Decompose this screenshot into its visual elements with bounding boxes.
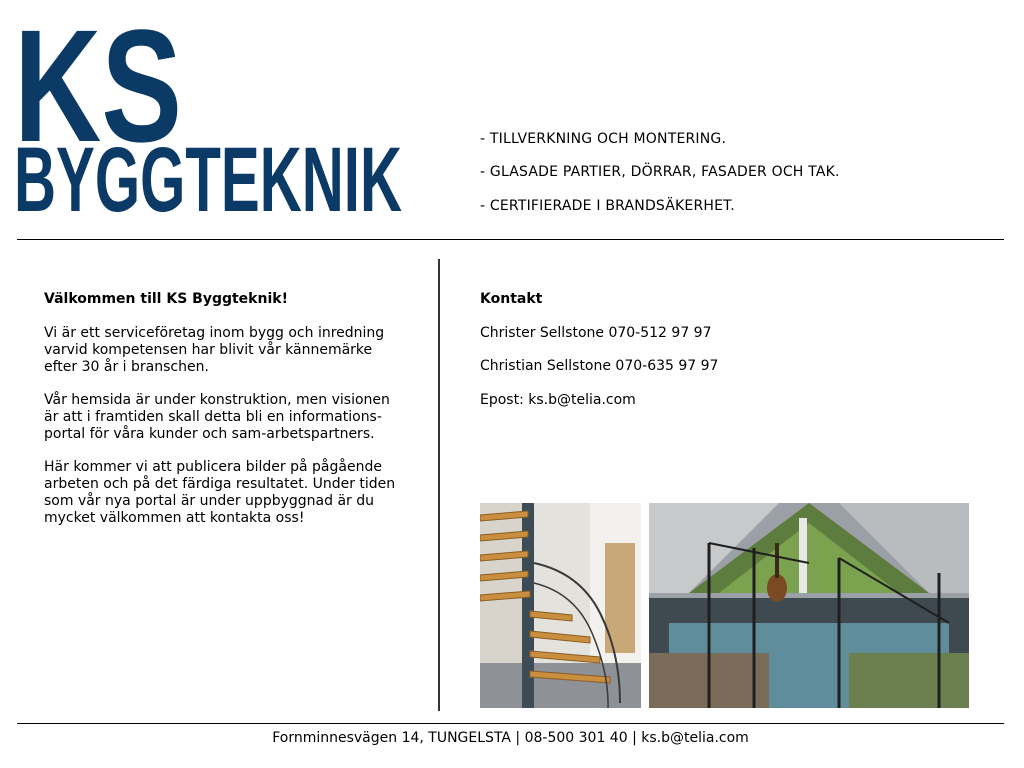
- glass-railing-loft-photo: [649, 503, 969, 708]
- contact-heading: Kontakt: [480, 291, 543, 307]
- welcome-paragraph: Här kommer vi att publicera bilder på pågående arbeten och på det färdiga resultatet. Under tiden som vår nya portal är under uppbyggnad är du mycket välkommen att kontakta oss!: [44, 459, 396, 526]
- svg-text:BYGGTEKNIK: BYGGTEKNIK: [14, 129, 402, 214]
- welcome-paragraph: Vi är ett serviceföretag inom bygg och inredning varvid kompetensen har blivit vår kännemärke efter 30 år i branschen.: [44, 325, 385, 375]
- svg-text:KS: KS: [14, 14, 182, 175]
- tagline-manufacturing: - TILLVERKNING OCH MONTERING.: [480, 131, 727, 147]
- contact-christer: Christer Sellstone 070-512 97 97: [480, 325, 712, 341]
- tagline-glazing: - GLASADE PARTIER, DÖRRAR, FASADER OCH TAK.: [480, 164, 840, 180]
- footer-divider: [17, 723, 1004, 724]
- welcome-paragraph: Vår hemsida är under konstruktion, men visionen är att i framtiden skall detta bli en informations- portal för våra kunder och sam-arbetspartners.: [44, 392, 390, 442]
- spiral-staircase-photo: [480, 503, 641, 708]
- header-divider: [17, 239, 1004, 240]
- contact-christian: Christian Sellstone 070-635 97 97: [480, 358, 719, 374]
- column-divider: [438, 259, 440, 711]
- footer-address: Fornminnesvägen 14, TUNGELSTA | 08-500 301 40 | ks.b@telia.com: [272, 730, 749, 746]
- welcome-heading: Välkommen till KS Byggteknik!: [44, 291, 288, 307]
- contact-email[interactable]: Epost: ks.b@telia.com: [480, 392, 636, 408]
- tagline-fire-safety: - CERTIFIERADE I BRANDSÄKERHET.: [480, 198, 735, 214]
- ks-byggteknik-logo[interactable]: [14, 14, 406, 214]
